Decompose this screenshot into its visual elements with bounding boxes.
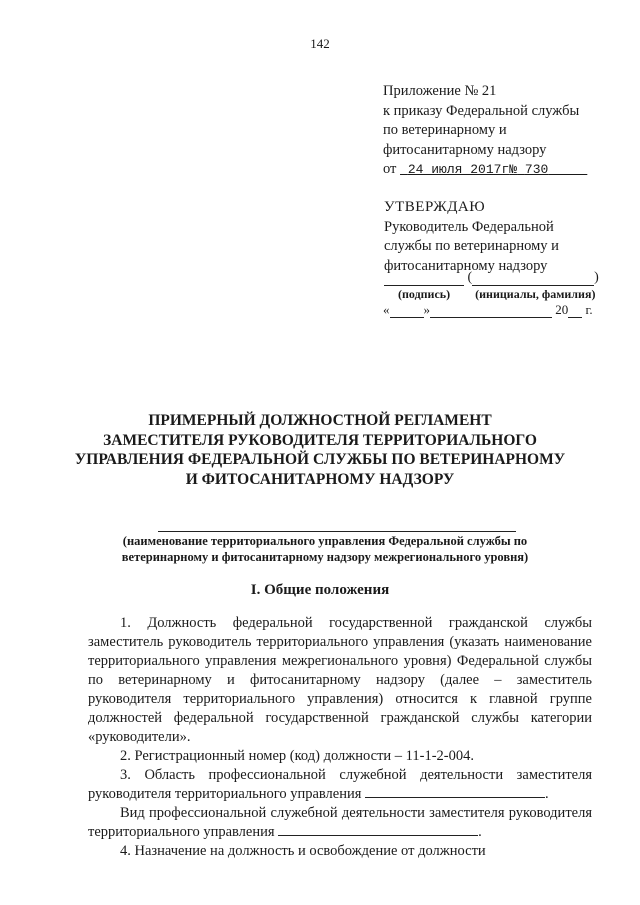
page-number: 142 bbox=[310, 36, 330, 51]
order-date: 24 июля 2017г№ 730 bbox=[407, 162, 549, 177]
appendix-line: по ветеринарному и bbox=[383, 122, 507, 138]
caption-name: (инициалы, фамилия) bbox=[475, 287, 596, 301]
paren-close: ) bbox=[594, 270, 599, 285]
title-line: УПРАВЛЕНИЯ ФЕДЕРАЛЬНОЙ СЛУЖБЫ ПО ВЕТЕРИНАРНОМУ bbox=[74, 451, 566, 468]
paren-open: ( bbox=[467, 270, 473, 285]
signature-line bbox=[384, 270, 604, 286]
number-prefix: № bbox=[509, 162, 518, 177]
appendix-line: к приказу Федеральной службы bbox=[383, 102, 580, 119]
name-blank bbox=[472, 273, 594, 286]
appendix-line: Приложение № 21 bbox=[383, 83, 497, 99]
title-line: И ФИТОСАНИТАРНОМУ НАДЗОРУ bbox=[185, 470, 455, 488]
year-prefix: 20 bbox=[555, 302, 569, 317]
quote-close: » bbox=[423, 302, 430, 317]
order-number: 730 bbox=[524, 162, 549, 177]
subtitle-line: ветеринарному и фитосанитарному надзору межрегионального уровня) bbox=[121, 550, 529, 564]
title-line: ЗАМЕСТИТЕЛЯ РУКОВОДИТЕЛЯ ТЕРРИТОРИАЛЬНОГО bbox=[103, 431, 537, 449]
year-blank bbox=[568, 306, 582, 318]
subtitle bbox=[90, 533, 560, 565]
section-heading: I. Общие положения bbox=[250, 582, 390, 598]
approval-date-line bbox=[383, 302, 593, 318]
document-title bbox=[60, 411, 580, 489]
caption-signature: (подпись) bbox=[398, 287, 451, 301]
approval-line: службы по ветеринарному и bbox=[384, 238, 559, 254]
fill-blank bbox=[365, 785, 545, 798]
subtitle-line: (наименование территориального управления Федеральной службы по bbox=[122, 534, 528, 548]
year-suffix: г. bbox=[585, 302, 593, 317]
approval-line: фитосанитарному надзору bbox=[384, 257, 548, 274]
appendix-line: фитосанитарному надзору bbox=[383, 141, 547, 158]
quote-open: « bbox=[383, 302, 390, 317]
appendix-block bbox=[383, 82, 587, 180]
title-line: ПРИМЕРНЫЙ ДОЛЖНОСТНОЙ РЕГЛАМЕНТ bbox=[148, 412, 492, 429]
paragraph: 3. Область профессиональной служебной деятельности заместителя руководителя территориального управления . bbox=[88, 767, 592, 802]
subtitle-divider bbox=[158, 531, 516, 532]
paragraph: 2. Регистрационный номер (код) должности – 11-1-2-004. bbox=[120, 748, 475, 764]
paragraph: 4. Назначение на должность и освобождение от должности bbox=[120, 843, 486, 859]
approval-heading: УТВЕРЖДАЮ bbox=[384, 199, 486, 215]
fill-blank bbox=[278, 823, 478, 836]
document-body bbox=[88, 614, 592, 861]
signature-blank bbox=[384, 273, 464, 286]
paragraph: 1. Должность федеральной государственной гражданской службы заместитель руководитель территориального управления (указать наименование территориального управления межрегионального уровня) Федеральной службы по ветеринарному и фитосанитарному надзору (далее – заместитель руководителя территориального управления) относится к главной группе должностей федеральной государственной гражданской службы категории «руководители». bbox=[88, 615, 592, 745]
approval-block bbox=[384, 198, 559, 276]
paragraph: Вид профессиональной служебной деятельности заместителя руководителя территориального управления . bbox=[88, 805, 592, 840]
date-prefix: от bbox=[383, 161, 397, 177]
day-blank bbox=[390, 306, 424, 318]
appendix-date-line bbox=[383, 160, 587, 180]
month-blank bbox=[430, 306, 552, 318]
signature-captions bbox=[398, 287, 617, 302]
approval-line: Руководитель Федеральной bbox=[384, 218, 554, 235]
